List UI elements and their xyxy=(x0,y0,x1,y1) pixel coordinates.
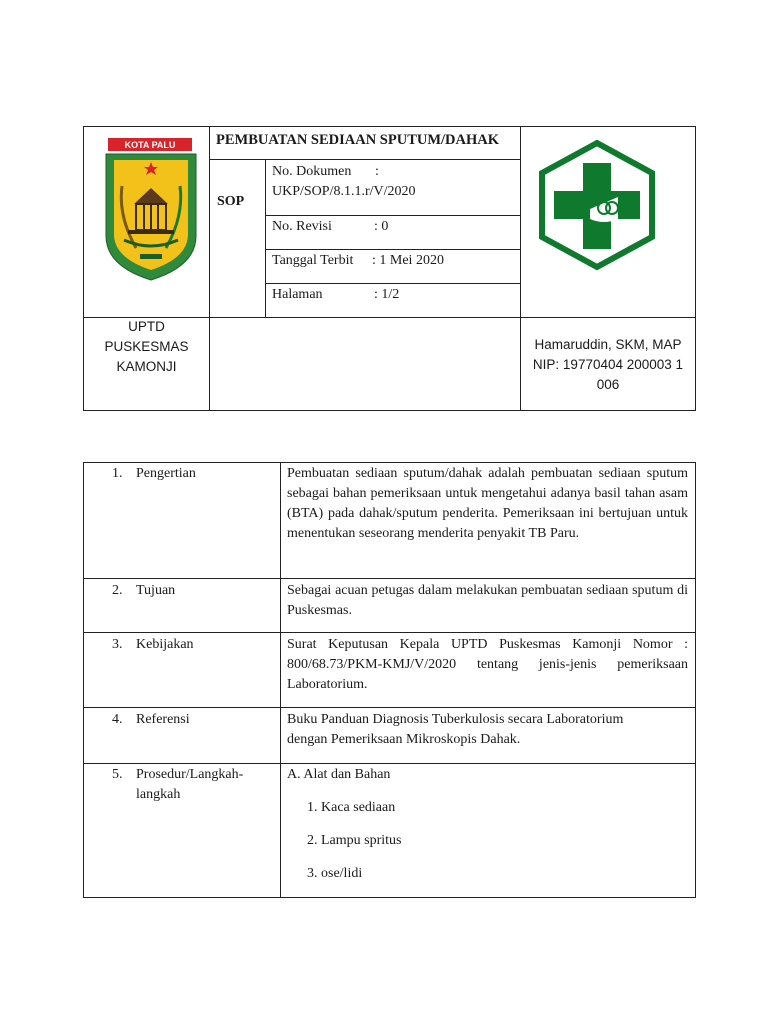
no-dokumen-value: UKP/SOP/8.1.1.r/V/2020 xyxy=(272,184,416,199)
halaman-label: Halaman xyxy=(272,287,323,302)
unit-line-2: PUSKESMAS xyxy=(104,339,189,354)
pengertian-num: 1. xyxy=(112,466,123,481)
prosedur-label-2: langkah xyxy=(136,787,181,802)
tujuan-text: Sebagai acuan petugas dalam melakukan pembuatan sediaan sputum di Puskesmas. xyxy=(287,583,688,618)
referensi-num: 4. xyxy=(112,712,123,727)
sop-label: SOP xyxy=(217,194,245,209)
unit-name xyxy=(84,317,209,377)
prosedur-heading: A. Alat dan Bahan xyxy=(287,767,391,782)
signer-block xyxy=(521,335,695,395)
logo-text: KOTA PALU xyxy=(124,140,176,150)
pengertian-text: Pembuatan sediaan sputum/dahak adalah pembuatan sediaan sputum sebagai bahan pemeriksaan untuk mengetahui adanya basil tahan asam (BTA) pada dahak/sputum penderita. Pemeriksaan ini bertujuan untuk menentukan seseorang menderita penyakit TB Paru. xyxy=(287,466,688,541)
unit-line-3: KAMONJI xyxy=(116,359,177,374)
no-dokumen-sep: : xyxy=(375,164,379,179)
signer-nip-2: 006 xyxy=(596,377,620,392)
tanggal-value: : 1 Mei 2020 xyxy=(372,253,444,268)
prosedur-item-2: 2. Lampu spritus xyxy=(307,833,402,848)
tujuan-label: Tujuan xyxy=(136,583,176,598)
prosedur-item-3: 3. ose/lidi xyxy=(307,866,363,881)
prosedur-label-1: Prosedur/Langkah- xyxy=(136,767,244,782)
halaman-value: : 1/2 xyxy=(374,287,400,302)
kebijakan-num: 3. xyxy=(112,637,123,652)
kota-palu-logo xyxy=(100,136,204,284)
signer-nip-1: NIP: 19770404 200003 1 xyxy=(532,357,684,372)
kebijakan-text: Surat Keputusan Kepala UPTD Puskesmas Kamonji Nomor : 800/68.73/PKM-KMJ/V/2020 tentang jenis-jenis pemeriksaan Laboratorium. xyxy=(287,637,688,692)
unit-line-1: UPTD xyxy=(128,319,165,334)
referensi-line-1: Buku Panduan Diagnosis Tuberkulosis secara Laboratorium xyxy=(287,712,624,727)
signer-name: Hamaruddin, SKM, MAP xyxy=(534,337,682,352)
tanggal-label: Tanggal Terbit xyxy=(272,253,354,268)
prosedur-num: 5. xyxy=(112,767,123,782)
no-revisi-label: No. Revisi xyxy=(272,219,332,234)
prosedur-item-1: 1. Kaca sediaan xyxy=(307,800,396,815)
no-revisi-value: : 0 xyxy=(374,219,389,234)
pengertian-label: Pengertian xyxy=(136,466,196,481)
referensi-line-2: dengan Pemeriksaan Mikroskopis Dahak. xyxy=(287,732,521,747)
puskesmas-logo xyxy=(534,139,660,271)
no-dokumen-label: No. Dokumen xyxy=(272,164,352,179)
referensi-label: Referensi xyxy=(136,712,190,727)
kebijakan-label: Kebijakan xyxy=(136,637,194,652)
tujuan-num: 2. xyxy=(112,583,123,598)
sop-title: PEMBUATAN SEDIAAN SPUTUM/DAHAK xyxy=(216,132,500,148)
